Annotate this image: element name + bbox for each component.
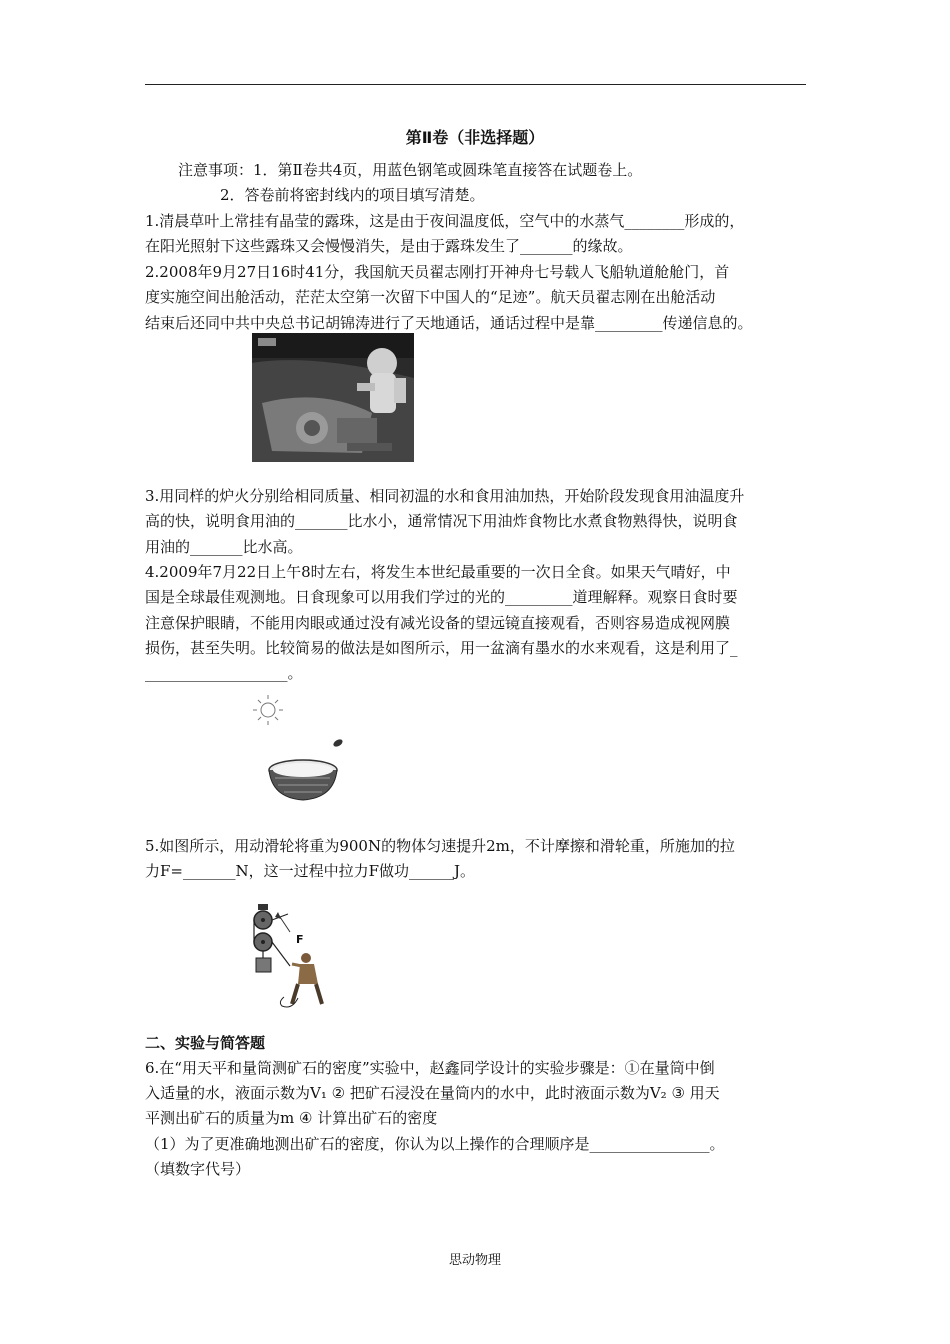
page-footer: 思动物理 — [448, 1253, 501, 1268]
header-rule — [145, 84, 806, 85]
q6-line-4: （1）为了更准确地测出矿石的密度，你认为以上操作的合理顺序是________________。 — [145, 1135, 725, 1153]
q5-line-2: 力F=_______N，这一过程中拉力F做功______J。 — [145, 862, 476, 880]
force-label: F — [296, 933, 304, 946]
q4-line-2: 国是全球最佳观测地。日食现象可以用我们学过的光的_________道理解释。观察日食时要 — [145, 588, 738, 606]
q3-line-3: 用油的_______比水高。 — [145, 538, 303, 556]
q1-line-1: 1.清晨草叶上常挂有晶莹的露珠，这是由于夜间温度低，空气中的水蒸气________形成的， — [145, 212, 745, 230]
q3-line-2: 高的快，说明食用油的_______比水小，通常情况下用油炸食物比水煮食物熟得快，说明食 — [145, 512, 738, 530]
sun-basin-figure — [250, 690, 360, 808]
q6-line-5: （填数字代号） — [145, 1160, 251, 1178]
q4-line-3: 注意保护眼睛，不能用肉眼或通过没有减光设备的望远镜直接观看，否则容易造成视网膜 — [145, 614, 731, 632]
pulley-figure — [248, 902, 338, 1012]
q3-line-1: 3.用同样的炉火分别给相同质量、相同初温的水和食用油加热，开始阶段发现食用油温度升 — [145, 487, 745, 505]
notes-line-1: 注意事项：1．第Ⅱ卷共4页，用蓝色钢笔或圆珠笔直接答在试题卷上。 — [178, 161, 643, 179]
q5-line-1: 5.如图所示，用动滑轮将重为900N的物体匀速提升2m，不计摩擦和滑轮重，所施加的拉 — [145, 837, 735, 855]
pulley-icon — [254, 904, 290, 972]
sun-icon — [253, 695, 283, 725]
q6-line-3: 平测出矿石的质量为m ④ 计算出矿石的密度 — [145, 1109, 438, 1127]
q4-line-4: 损伤，甚至失明。比较简易的做法是如图所示，用一盆滴有墨水的水来观看，这是利用了_ — [145, 639, 738, 657]
q2-line-3: 结束后还同中共中央总书记胡锦涛进行了天地通话，通话过程中是靠_________传递信息的。 — [145, 314, 753, 332]
q6-line-2: 入适量的水，液面示数为V₁ ② 把矿石浸没在量筒内的水中，此时液面示数为V₂ ③ 用天 — [145, 1084, 720, 1102]
q6-line-1: 6.在“用天平和量筒测矿石的密度”实验中，赵鑫同学设计的实验步骤是：①在量筒中倒 — [145, 1059, 715, 1077]
astronaut-photo — [252, 333, 414, 462]
q2-line-1: 2.2008年9月27日16时41分，我国航天员翟志刚打开神舟七号载人飞船轨道舱舱门，首 — [145, 263, 730, 281]
q4-line-5: ___________________。 — [145, 664, 303, 682]
q2-line-2: 度实施空间出舱活动，茫茫太空第一次留下中国人的“足迹”。航天员翟志刚在出舱活动 — [145, 288, 716, 306]
eye-icon — [332, 738, 344, 748]
q1-line-2: 在阳光照射下这些露珠又会慢慢消失，是由于露珠发生了_______的缘故。 — [145, 237, 633, 255]
q4-line-1: 4.2009年7月22日上午8时左右，将发生本世纪最重要的一次日全食。如果天气晴好，中 — [145, 563, 731, 581]
page-title: 第Ⅱ卷（非选择题） — [405, 128, 545, 147]
notes-line-2: 2．答卷前将密封线内的项目填写清楚。 — [220, 186, 485, 204]
section-heading: 二、实验与简答题 — [145, 1034, 266, 1052]
basin-icon — [269, 760, 337, 800]
